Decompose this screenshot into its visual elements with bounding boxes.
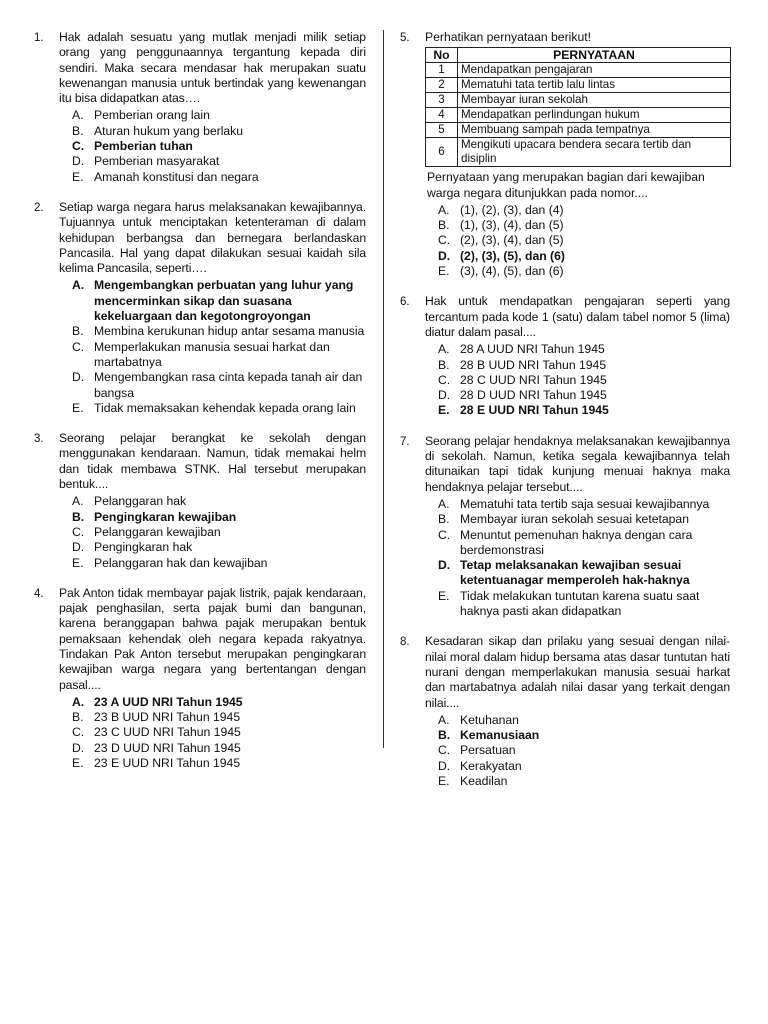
option-letter: B. — [72, 509, 85, 524]
option-letter: E. — [438, 773, 450, 788]
answer-option — [72, 170, 366, 185]
answer-option — [72, 525, 366, 540]
table-row — [426, 63, 731, 78]
answer-option — [438, 264, 730, 279]
answer-option-correct — [438, 403, 730, 418]
option-letter: D. — [438, 248, 451, 263]
answer-option — [438, 342, 730, 357]
option-letter: D. — [72, 740, 85, 755]
question-number: 5. — [400, 32, 410, 44]
answer-option — [438, 589, 730, 620]
answer-option — [438, 512, 730, 527]
option-letter: E. — [72, 169, 84, 184]
option-letter: E. — [72, 555, 84, 570]
answer-option — [72, 756, 366, 771]
answer-option — [438, 358, 730, 373]
answer-option — [72, 401, 366, 416]
option-letter: D. — [72, 370, 85, 385]
option-letter: B. — [72, 123, 84, 138]
option-text: Mengembangkan perbuatan yang luhur yang mencerminkan sikap dan suasana kekeluargaan dan kegotongroyongan — [94, 278, 354, 324]
answer-option — [72, 556, 366, 571]
option-letter: D. — [72, 540, 85, 555]
option-text: Pengingkaran kewajiban — [94, 509, 237, 524]
answer-options — [59, 494, 366, 570]
table-row — [426, 138, 731, 167]
option-text: 28 A UUD NRI Tahun 1945 — [460, 342, 605, 357]
column-header-no: No — [426, 48, 458, 63]
question-number: 2. — [34, 201, 44, 214]
answer-option — [438, 528, 730, 559]
question-intro: Perhatikan pernyataan berikut! — [425, 30, 591, 44]
option-text: Menuntut pemenuhan haknya dengan cara berdemonstrasi — [460, 527, 693, 557]
answer-options — [425, 713, 730, 789]
option-text: Mematuhi tata tertib saja sesuai kewajibannya — [460, 496, 710, 511]
answer-options — [59, 108, 366, 184]
answer-option — [72, 108, 366, 123]
option-letter: A. — [72, 694, 85, 709]
row-statement: Mengikuti upacara bendera secara tertib dan disiplin — [458, 138, 731, 167]
row-number: 6 — [426, 138, 458, 167]
option-letter: E. — [438, 588, 450, 603]
option-text: 28 E UUD NRI Tahun 1945 — [460, 403, 609, 418]
answer-option — [72, 340, 366, 371]
option-letter: C. — [72, 725, 85, 740]
question-number: 3. — [34, 433, 44, 446]
option-letter: C. — [438, 743, 451, 758]
option-letter: B. — [72, 710, 84, 725]
answer-option — [438, 218, 730, 233]
question-number: 1. — [34, 32, 44, 44]
option-letter: D. — [72, 154, 85, 169]
table-row — [426, 78, 731, 93]
option-letter: C. — [72, 339, 85, 354]
option-letter: A. — [438, 496, 450, 511]
option-text: Tidak memaksakan kehendak kepada orang lain — [94, 400, 356, 415]
option-text: Tidak melakukan tuntutan karena suatu saat haknya pasti akan didapatkan — [460, 588, 700, 619]
option-letter: E. — [438, 403, 450, 418]
option-letter: C. — [438, 233, 451, 248]
option-letter: A. — [72, 278, 85, 293]
option-text: 23 D UUD NRI Tahun 1945 — [94, 740, 241, 755]
question-text: Pernyataan yang merupakan bagian dari kewajiban warga negara ditunjukkan pada nomor.... — [427, 170, 705, 200]
row-statement: Membayar iuran sekolah — [458, 93, 731, 108]
table-row — [426, 108, 731, 123]
question-4 — [34, 586, 366, 772]
answer-options — [59, 278, 366, 416]
option-letter: D. — [438, 388, 451, 403]
option-text: (3), (4), (5), dan (6) — [460, 264, 564, 279]
option-text: Tetap melaksanakan kewajiban sesuai ketentuanagar memperoleh hak-haknya — [460, 558, 690, 588]
option-text: Memperlakukan manusia sesuai harkat dan martabatnya — [94, 339, 330, 369]
option-text: 23 A UUD NRI Tahun 1945 — [94, 694, 243, 709]
option-text: 28 B UUD NRI Tahun 1945 — [460, 357, 607, 372]
question-3 — [34, 431, 366, 571]
question-number: 7. — [400, 435, 410, 448]
answer-option — [72, 154, 366, 169]
answer-options — [425, 203, 730, 279]
option-letter: A. — [438, 712, 450, 727]
option-text: Kemanusiaan — [460, 728, 540, 743]
option-text: Pemberian orang lain — [94, 108, 210, 123]
question-1 — [34, 30, 366, 185]
answer-option-correct — [438, 249, 730, 264]
row-number: 3 — [426, 93, 458, 108]
option-text: Pelanggaran hak dan kewajiban — [94, 555, 268, 570]
question-text: Setiap warga negara harus melaksanakan kewajibannya. Tujuannya untuk menciptakan ketenteraman di dalam kehidupan berbangsa dan bernegara berlandaskan Pancasila. Hal yang dapat dilakukan sesuai kaidah sila kelima Pancasila, seperti…. — [59, 199, 366, 276]
question-text: Seorang pelajar berangkat ke sekolah dengan menggunakan kendaraan. Namun, tidak memakai helm dan tidak membawa STNK. Hal tersebut merupakan bentuk.... — [59, 431, 366, 492]
option-letter: B. — [438, 728, 451, 743]
option-letter: D. — [438, 758, 451, 773]
option-text: (2), (3), (4), dan (5) — [460, 233, 564, 248]
option-text: 23 C UUD NRI Tahun 1945 — [94, 725, 241, 740]
option-text: 28 D UUD NRI Tahun 1945 — [460, 388, 607, 403]
row-number: 2 — [426, 78, 458, 93]
option-letter: E. — [72, 756, 84, 771]
answer-options — [59, 695, 366, 771]
answer-option-correct — [438, 558, 730, 589]
option-letter: B. — [438, 357, 450, 372]
answer-option — [72, 370, 366, 401]
option-text: Pemberian masyarakat — [94, 154, 220, 169]
question-text: Hak untuk mendapatkan pengajaran seperti yang tercantum pada kode 1 (satu) dalam tabel nomor 5 (lima) diatur dalam pasal.... — [425, 294, 730, 339]
question-8 — [400, 634, 730, 789]
option-text: Pelanggaran kewajiban — [94, 524, 221, 539]
question-number: 8. — [400, 636, 410, 649]
row-number: 1 — [426, 63, 458, 78]
table-row — [426, 93, 731, 108]
option-letter: B. — [438, 512, 450, 527]
option-letter: B. — [72, 324, 84, 339]
option-text: (2), (3), (5), dan (6) — [460, 248, 565, 263]
option-text: Membayar iuran sekolah sesuai ketetapan — [460, 512, 689, 527]
option-text: Mengembangkan rasa cinta kepada tanah air dan bangsa — [94, 370, 363, 400]
option-text: 23 E UUD NRI Tahun 1945 — [94, 756, 241, 771]
option-text: (1), (2), (3), dan (4) — [460, 202, 564, 217]
option-text: 28 C UUD NRI Tahun 1945 — [460, 372, 607, 387]
option-letter: C. — [438, 372, 451, 387]
row-statement: Mematuhi tata tertib lalu lintas — [458, 78, 731, 93]
option-text: Keadilan — [460, 773, 508, 788]
answer-option-correct — [72, 139, 366, 154]
option-letter: C. — [438, 527, 451, 542]
answer-option — [438, 497, 730, 512]
left-column — [34, 30, 366, 786]
answer-option — [438, 373, 730, 388]
question-text: Seorang pelajar hendaknya melaksanakan kewajibannya di sekolah. Namun, ketika segala kewajibannya telah ditunaikan tapi tidak kunjung menuai haknya maka hendaknya pelajar tersebut.... — [425, 433, 730, 494]
option-letter: C. — [72, 524, 85, 539]
option-text: Aturan hukum yang berlaku — [94, 123, 244, 138]
option-text: Pemberian tuhan — [94, 139, 193, 154]
option-text: Persatuan — [460, 743, 516, 758]
table-header-row — [426, 48, 731, 63]
answer-option — [438, 713, 730, 728]
answer-option-correct — [72, 510, 366, 525]
question-number: 6. — [400, 296, 410, 309]
option-letter: A. — [438, 202, 450, 217]
answer-option — [72, 124, 366, 139]
table-row — [426, 123, 731, 138]
option-letter: A. — [72, 108, 84, 123]
answer-option — [72, 725, 366, 740]
question-2 — [34, 200, 366, 416]
answer-option-correct — [438, 728, 730, 743]
option-letter: E. — [438, 264, 450, 279]
option-letter: C. — [72, 139, 85, 154]
answer-option — [72, 710, 366, 725]
statement-table — [425, 47, 731, 167]
option-letter: E. — [72, 400, 84, 415]
option-letter: B. — [438, 218, 450, 233]
question-text: Kesadaran sikap dan prilaku yang sesuai dengan nilai-nilai moral dalam hidup bersama atas dasar tuntutan hati nurani dengan memperlakukan manusia sesuai harkat dan martabatnya adalah nilai dasar yang terkait dengan nilai.... — [425, 634, 730, 710]
answer-option — [438, 388, 730, 403]
answer-options — [425, 342, 730, 418]
option-text: 23 B UUD NRI Tahun 1945 — [94, 710, 241, 725]
answer-option — [438, 203, 730, 218]
question-7 — [400, 434, 730, 620]
option-letter: D. — [438, 558, 451, 573]
question-text: Hak adalah sesuatu yang mutlak menjadi milik setiap orang yang penggunaannya tergantung kepada diri sendiri. Maka secara mendasar hak merupakan suatu kewenangan manusia untuk bertindak yang kewenangan itu bisa didapatkan atas…. — [59, 30, 366, 106]
answer-option — [72, 741, 366, 756]
answer-option — [438, 233, 730, 248]
column-header-statement: PERNYATAAN — [458, 48, 731, 63]
answer-options — [425, 497, 730, 619]
question-text: Pak Anton tidak membayar pajak listrik, pajak kendaraan, pajak penghasilan, serta pajak bumi dan bangunan, karena beranggapan bahwa pajak merupakan bentuk pemaksaan kehendak oleh negara kepada rakyatnya. Tindakan Pak Anton tersebut merupakan pengingkaran kewajiban warga negara yang bertentangan dengan pasal.... — [59, 585, 366, 692]
answer-option — [438, 774, 730, 789]
answer-option-correct — [72, 695, 366, 710]
row-number: 5 — [426, 123, 458, 138]
answer-option — [438, 759, 730, 774]
row-statement: Membuang sampah pada tempatnya — [458, 123, 731, 138]
question-number: 4. — [34, 587, 44, 600]
question-6 — [400, 294, 730, 418]
option-text: Pelanggaran hak — [94, 494, 187, 509]
option-letter: A. — [438, 342, 450, 357]
answer-option — [72, 494, 366, 509]
answer-option — [438, 743, 730, 758]
right-column — [400, 30, 730, 804]
answer-option — [72, 324, 366, 339]
option-text: Membina kerukunan hidup antar sesama manusia — [94, 324, 365, 339]
question-5 — [400, 30, 730, 279]
option-text: Amanah konstitusi dan negara — [94, 169, 259, 184]
option-text: Ketuhanan — [460, 712, 519, 727]
option-text: (1), (3), (4), dan (5) — [460, 218, 564, 233]
option-letter: A. — [72, 494, 84, 509]
row-number: 4 — [426, 108, 458, 123]
row-statement: Mendapatkan pengajaran — [458, 63, 731, 78]
answer-option-correct — [72, 278, 366, 324]
option-text: Kerakyatan — [460, 758, 522, 773]
row-statement: Mendapatkan perlindungan hukum — [458, 108, 731, 123]
answer-option — [72, 540, 366, 555]
option-text: Pengingkaran hak — [94, 540, 193, 555]
column-divider — [383, 30, 384, 748]
